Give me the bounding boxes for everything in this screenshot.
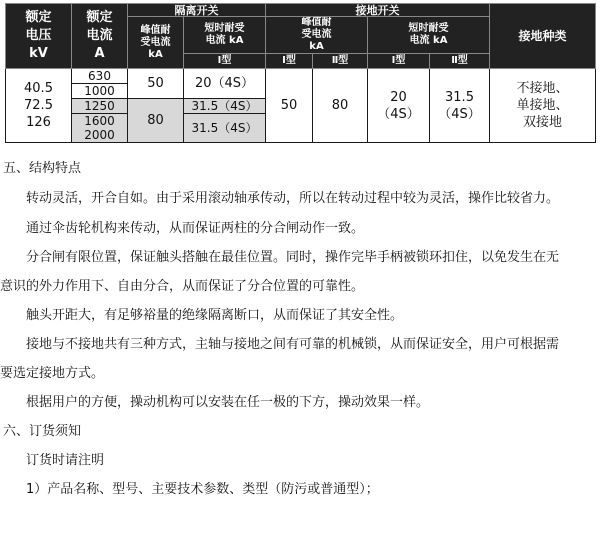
cell-earth-short-ii: 31.5 （4S） (430, 69, 490, 143)
cell-earth-short-i: 20 （4S） (368, 69, 430, 143)
cell-current-1000: 1000 (72, 84, 128, 99)
cell-iso-peak-80: 80 (128, 99, 184, 143)
section-6-title: 六、订货须知 (3, 424, 82, 439)
paragraph-5-line-2: 要选定接地方式。 (0, 366, 105, 381)
paragraph-4: 触头开距大，有足够裕量的绝缘隔离断口，从而保证了其安全性。 (26, 308, 404, 323)
cell-earth-peak-ii: 80 (313, 69, 368, 143)
paragraph-7: 订货时请注明 (26, 453, 105, 468)
header-iso-short-time: 短时耐受 电流 kA (184, 17, 266, 54)
cell-voltages: 40.5 72.5 126 (6, 69, 72, 143)
header-earth-peak-type-i: Ⅰ型 (266, 54, 313, 69)
paragraph-5-line-1: 接地与不接地共有三种方式，主轴与接地之间有可靠的机械锁，从而保证安全，用户可根据需 (26, 337, 560, 352)
header-earth-short-type-i: Ⅰ型 (368, 54, 430, 69)
spec-table (5, 3, 596, 143)
paragraph-3-line-1: 分合闸有限位置，保证触头搭触在最佳位置。同时，操作完毕手柄被锁环扣住，以免发生在无 (26, 250, 560, 265)
paragraph-6: 根据用户的方便，操动机构可以安装在任一极的下方，操动效果一样。 (26, 395, 430, 410)
header-earth-peak-type-ii: Ⅱ型 (313, 54, 368, 69)
header-earth-short-time: 短时耐受 电流 kA (368, 17, 490, 54)
header-iso-type-i: Ⅰ型 (184, 54, 266, 69)
document-body (0, 157, 604, 501)
paragraph-8: 1）产品名称、型号、主要技术参数、类型（防污或普通型）； (26, 482, 379, 497)
header-isolating-switch: 隔离开关 (128, 4, 266, 17)
cell-current-630: 630 (72, 69, 128, 84)
cell-iso-peak-50: 50 (128, 69, 184, 99)
paragraph-2: 通过伞齿轮机构来传动，从而保证两柱的分合闸动作一致。 (26, 221, 365, 236)
cell-iso-short-31-5-b: 31.5（4S） (184, 114, 266, 143)
cell-current-1250: 1250 (72, 99, 128, 114)
cell-earthing-kinds: 不接地、 单接地、 双接地 (490, 69, 596, 143)
section-5-title: 五、结构特点 (3, 161, 82, 176)
paragraph-3-line-2: 意识的外力作用下、自由分合，从而保证了分合位置的可靠性。 (0, 279, 365, 294)
cell-earth-peak-i: 50 (266, 69, 313, 143)
header-iso-peak: 峰值耐 受电流 kA (128, 17, 184, 69)
spec-table-area (0, 0, 604, 150)
paragraph-1: 转动灵活，开合自如。由于采用滚动轴承传动，所以在转动过程中较为灵活，操作比较省力。 (26, 191, 560, 206)
cell-iso-short-20: 20（4S） (184, 69, 266, 99)
header-earthing-switch: 接地开关 (266, 4, 490, 17)
header-earth-short-type-ii: Ⅱ型 (430, 54, 490, 69)
cell-iso-short-31-5-a: 31.5（4S） (184, 99, 266, 114)
cell-current-1600-2000: 1600 2000 (72, 114, 128, 143)
header-rated-voltage: 额定 电压 kV (6, 4, 72, 69)
header-rated-current: 额定 电流 A (72, 4, 128, 69)
header-earth-peak: 峰值耐 受电流 kA (266, 17, 368, 54)
header-earthing-type: 接地种类 (490, 4, 596, 69)
